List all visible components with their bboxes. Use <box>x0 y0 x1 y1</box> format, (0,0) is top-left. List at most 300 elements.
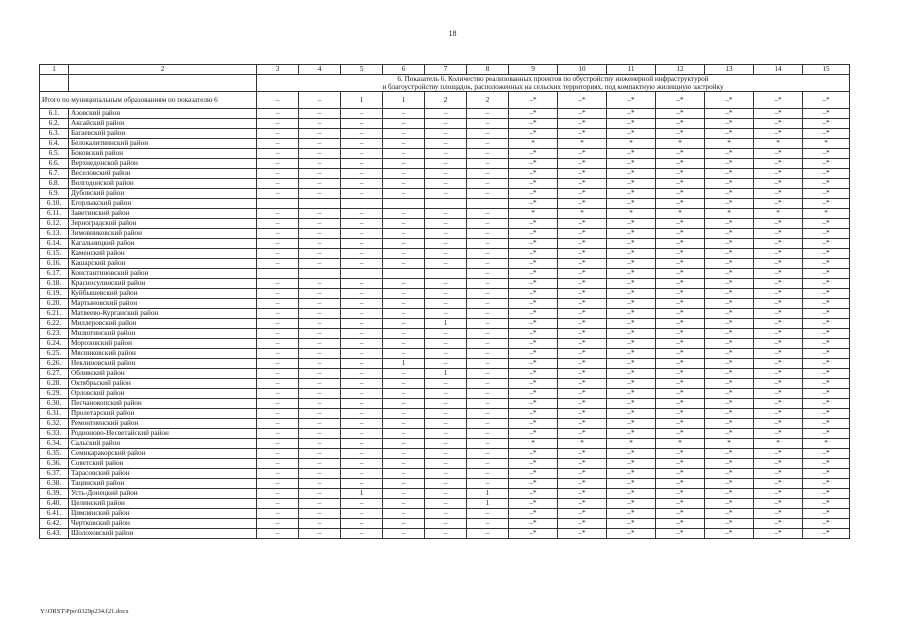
value-cell: – <box>467 439 509 449</box>
value-cell: –* <box>558 509 607 519</box>
value-cell: – <box>425 139 467 149</box>
value-cell: –* <box>656 409 705 419</box>
value-cell: – <box>383 489 425 499</box>
value-cell: –* <box>754 289 803 299</box>
row-number: 6.30. <box>40 399 69 409</box>
value-cell: – <box>467 379 509 389</box>
table-row <box>40 299 850 309</box>
value-cell: – <box>467 129 509 139</box>
value-cell: –* <box>558 179 607 189</box>
value-cell: – <box>257 419 299 429</box>
value-cell: –* <box>607 359 656 369</box>
column-number-cell: 12 <box>656 65 705 75</box>
value-cell: – <box>341 389 383 399</box>
value-cell: –* <box>607 489 656 499</box>
value-cell: – <box>425 479 467 489</box>
value-cell: –* <box>705 449 754 459</box>
value-cell: * <box>509 139 558 149</box>
district-name: Каменский район <box>69 249 257 259</box>
value-cell: –* <box>754 239 803 249</box>
value-cell: –* <box>705 159 754 169</box>
value-cell: – <box>383 459 425 469</box>
value-cell: –* <box>803 109 850 119</box>
value-cell: – <box>467 449 509 459</box>
value-cell: – <box>383 309 425 319</box>
value-cell: –* <box>705 399 754 409</box>
value-cell: –* <box>754 479 803 489</box>
value-cell: – <box>425 419 467 429</box>
value-cell: –* <box>656 339 705 349</box>
value-cell: –* <box>656 399 705 409</box>
value-cell: * <box>607 439 656 449</box>
table-row <box>40 199 850 209</box>
value-cell: – <box>257 429 299 439</box>
value-cell: –* <box>754 149 803 159</box>
value-cell: –* <box>754 429 803 439</box>
value-cell: – <box>257 529 299 539</box>
table-row <box>40 329 850 339</box>
value-cell: – <box>257 159 299 169</box>
value-cell: –* <box>705 409 754 419</box>
value-cell: –* <box>509 199 558 209</box>
table-row <box>40 519 850 529</box>
table-row <box>40 399 850 409</box>
row-number: 6.34. <box>40 439 69 449</box>
table-row <box>40 139 850 149</box>
value-cell: – <box>425 409 467 419</box>
value-cell: –* <box>509 239 558 249</box>
value-cell: – <box>383 369 425 379</box>
value-cell: 1 <box>467 489 509 499</box>
value-cell: –* <box>656 179 705 189</box>
value-cell: – <box>425 209 467 219</box>
value-cell: – <box>341 229 383 239</box>
value-cell: – <box>257 389 299 399</box>
value-cell: – <box>299 509 341 519</box>
value-cell: – <box>467 469 509 479</box>
value-cell: * <box>705 139 754 149</box>
value-cell: – <box>257 249 299 259</box>
value-cell: – <box>425 489 467 499</box>
table-row <box>40 109 850 119</box>
value-cell: – <box>257 129 299 139</box>
district-name: Егорлыкский район <box>69 199 257 209</box>
value-cell: – <box>383 389 425 399</box>
value-cell: – <box>467 149 509 159</box>
indicator-table <box>39 64 850 539</box>
value-cell: – <box>467 189 509 199</box>
value-cell: – <box>257 299 299 309</box>
value-cell: – <box>257 139 299 149</box>
value-cell: – <box>257 149 299 159</box>
value-cell: –* <box>656 499 705 509</box>
value-cell: –* <box>558 479 607 489</box>
value-cell: –* <box>754 219 803 229</box>
value-cell: – <box>425 149 467 159</box>
value-cell: –* <box>656 449 705 459</box>
value-cell: –* <box>705 269 754 279</box>
value-cell: – <box>383 289 425 299</box>
file-path-footer: Y:\ORST\Ppo\0329p234.f21.docx <box>40 608 129 615</box>
value-cell: –* <box>509 299 558 309</box>
value-cell: –* <box>607 389 656 399</box>
district-name: Песчанокопский район <box>69 399 257 409</box>
value-cell: –* <box>558 199 607 209</box>
value-cell: – <box>257 519 299 529</box>
value-cell: –* <box>705 479 754 489</box>
value-cell: –* <box>607 189 656 199</box>
value-cell: – <box>425 239 467 249</box>
value-cell: – <box>467 219 509 229</box>
value-cell: – <box>341 119 383 129</box>
value-cell: –* <box>509 179 558 189</box>
value-cell: – <box>257 479 299 489</box>
table-row <box>40 149 850 159</box>
value-cell: –* <box>754 419 803 429</box>
value-cell: – <box>257 319 299 329</box>
value-cell: – <box>467 279 509 289</box>
value-cell: –* <box>803 459 850 469</box>
value-cell: – <box>467 139 509 149</box>
row-number: 6.3. <box>40 129 69 139</box>
value-cell: –* <box>607 169 656 179</box>
value-cell: –* <box>558 129 607 139</box>
value-cell: – <box>299 319 341 329</box>
value-cell <box>299 199 341 209</box>
table-row <box>40 129 850 139</box>
column-number-cell: 1 <box>40 65 69 75</box>
value-cell: – <box>467 509 509 519</box>
district-name: Пролетарский район <box>69 409 257 419</box>
value-cell: –* <box>754 399 803 409</box>
value-cell: –* <box>607 279 656 289</box>
value-cell: – <box>383 109 425 119</box>
value-cell: –* <box>607 229 656 239</box>
value-cell: –* <box>509 519 558 529</box>
column-number-cell: 7 <box>425 65 467 75</box>
value-cell: –* <box>705 189 754 199</box>
table-row <box>40 219 850 229</box>
value-cell: –* <box>558 449 607 459</box>
value-cell: – <box>341 159 383 169</box>
row-number: 6.38. <box>40 479 69 489</box>
value-cell: –* <box>558 519 607 529</box>
value-cell: –* <box>656 329 705 339</box>
table-row <box>40 419 850 429</box>
value-cell: –* <box>509 489 558 499</box>
district-name: Усть-Донецкий район <box>69 489 257 499</box>
value-cell: –* <box>803 499 850 509</box>
column-number-cell: 9 <box>509 65 558 75</box>
table-row <box>40 279 850 289</box>
value-cell: –* <box>607 459 656 469</box>
value-cell: –* <box>509 509 558 519</box>
table-row <box>40 409 850 419</box>
value-cell: –* <box>803 159 850 169</box>
value-cell: – <box>257 349 299 359</box>
value-cell: –* <box>509 339 558 349</box>
value-cell: – <box>467 259 509 269</box>
value-cell: –* <box>705 489 754 499</box>
value-cell: – <box>383 189 425 199</box>
row-number: 6.26. <box>40 359 69 369</box>
value-cell: –* <box>705 229 754 239</box>
value-cell: – <box>425 429 467 439</box>
value-cell: –* <box>705 379 754 389</box>
value-cell: –* <box>705 149 754 159</box>
value-cell: 1 <box>341 489 383 499</box>
value-cell: – <box>383 219 425 229</box>
value-cell: –* <box>754 299 803 309</box>
district-name: Родионово-Несветайский район <box>69 429 257 439</box>
value-cell: –* <box>705 429 754 439</box>
value-cell: – <box>341 349 383 359</box>
value-cell: * <box>803 139 850 149</box>
value-cell: –* <box>803 269 850 279</box>
value-cell: –* <box>607 379 656 389</box>
value-cell: – <box>257 309 299 319</box>
total-label: Итого по муниципальным образованиям по показателю 6 <box>40 92 257 109</box>
value-cell: – <box>383 249 425 259</box>
district-name: Сальский район <box>69 439 257 449</box>
value-cell: – <box>383 139 425 149</box>
column-number-cell: 11 <box>607 65 656 75</box>
value-cell: – <box>257 489 299 499</box>
value-cell: – <box>467 409 509 419</box>
value-cell: –* <box>705 529 754 539</box>
value-cell: – <box>299 449 341 459</box>
value-cell: – <box>299 129 341 139</box>
value-cell: –* <box>509 109 558 119</box>
table-row <box>40 309 850 319</box>
row-number: 6.16. <box>40 259 69 269</box>
value-cell: – <box>299 369 341 379</box>
district-name: Шолоховский район <box>69 529 257 539</box>
value-cell: –* <box>509 499 558 509</box>
value-cell: –* <box>803 189 850 199</box>
value-cell: –* <box>607 219 656 229</box>
table-row <box>40 319 850 329</box>
value-cell: – <box>467 209 509 219</box>
value-cell: –* <box>558 289 607 299</box>
value-cell: –* <box>509 309 558 319</box>
value-cell: – <box>425 109 467 119</box>
table-row <box>40 449 850 459</box>
value-cell: –* <box>803 119 850 129</box>
row-number: 6.22. <box>40 319 69 329</box>
value-cell: –* <box>705 179 754 189</box>
value-cell: – <box>383 229 425 239</box>
value-cell: * <box>558 139 607 149</box>
value-cell: –* <box>656 289 705 299</box>
value-cell: – <box>299 189 341 199</box>
value-cell: – <box>299 169 341 179</box>
value-cell: * <box>509 209 558 219</box>
row-number: 6.17. <box>40 269 69 279</box>
value-cell: – <box>383 439 425 449</box>
value-cell: – <box>383 499 425 509</box>
table-row <box>40 459 850 469</box>
value-cell: –* <box>607 319 656 329</box>
value-cell: – <box>467 359 509 369</box>
value-cell: – <box>341 149 383 159</box>
value-cell: –* <box>754 489 803 499</box>
value-cell: –* <box>754 359 803 369</box>
district-name: Тарасовский район <box>69 469 257 479</box>
value-cell: –* <box>607 239 656 249</box>
value-cell: – <box>383 529 425 539</box>
value-cell: –* <box>607 269 656 279</box>
row-number: 6.2. <box>40 119 69 129</box>
total-value-cell: –* <box>509 92 558 109</box>
value-cell: –* <box>558 219 607 229</box>
value-cell: – <box>341 309 383 319</box>
value-cell: – <box>425 449 467 459</box>
table-row <box>40 429 850 439</box>
district-name: Азовский район <box>69 109 257 119</box>
row-number: 6.18. <box>40 279 69 289</box>
row-number: 6.31. <box>40 409 69 419</box>
row-number: 6.20. <box>40 299 69 309</box>
value-cell <box>467 199 509 209</box>
value-cell: –* <box>509 259 558 269</box>
row-number: 6.27. <box>40 369 69 379</box>
value-cell: – <box>341 519 383 529</box>
value-cell: – <box>425 439 467 449</box>
value-cell: – <box>299 489 341 499</box>
value-cell: –* <box>803 319 850 329</box>
value-cell: * <box>754 439 803 449</box>
value-cell: –* <box>607 299 656 309</box>
value-cell: – <box>257 449 299 459</box>
value-cell: –* <box>705 499 754 509</box>
value-cell: 1 <box>425 369 467 379</box>
value-cell: – <box>299 469 341 479</box>
row-number: 6.37. <box>40 469 69 479</box>
value-cell: –* <box>656 379 705 389</box>
district-name: Красносулинский район <box>69 279 257 289</box>
value-cell: –* <box>558 459 607 469</box>
value-cell: – <box>425 529 467 539</box>
value-cell <box>425 269 467 279</box>
value-cell: –* <box>656 199 705 209</box>
value-cell: – <box>425 129 467 139</box>
value-cell: –* <box>754 369 803 379</box>
value-cell: –* <box>656 429 705 439</box>
value-cell: –* <box>607 349 656 359</box>
value-cell: – <box>341 279 383 289</box>
row-number: 6.13. <box>40 229 69 239</box>
value-cell: – <box>425 339 467 349</box>
value-cell: –* <box>607 519 656 529</box>
value-cell: –* <box>509 159 558 169</box>
value-cell: – <box>383 419 425 429</box>
column-number-cell: 14 <box>754 65 803 75</box>
value-cell: –* <box>754 519 803 529</box>
value-cell: – <box>467 179 509 189</box>
total-value-cell: –* <box>558 92 607 109</box>
value-cell: – <box>299 119 341 129</box>
value-cell: – <box>299 389 341 399</box>
row-number: 6.32. <box>40 419 69 429</box>
row-number: 6.25. <box>40 349 69 359</box>
district-name: Волгодонской район <box>69 179 257 189</box>
value-cell: – <box>425 519 467 529</box>
value-cell: –* <box>656 239 705 249</box>
value-cell: –* <box>754 109 803 119</box>
value-cell: –* <box>607 259 656 269</box>
value-cell: –* <box>558 529 607 539</box>
value-cell: –* <box>803 179 850 189</box>
value-cell: – <box>383 399 425 409</box>
row-number: 6.7. <box>40 169 69 179</box>
district-name: Чертковский район <box>69 519 257 529</box>
column-number-cell: 3 <box>257 65 299 75</box>
caption-line: и благоустройству площадок, расположенных на сельских территориях, под компактную жилищную застройку <box>382 83 724 91</box>
value-cell: –* <box>705 349 754 359</box>
total-value-cell: – <box>257 92 299 109</box>
value-cell: –* <box>656 159 705 169</box>
total-value-cell: 1 <box>341 92 383 109</box>
value-cell: –* <box>558 389 607 399</box>
value-cell: – <box>341 459 383 469</box>
value-cell: –* <box>803 289 850 299</box>
value-cell: – <box>467 349 509 359</box>
value-cell: – <box>467 289 509 299</box>
value-cell: –* <box>558 309 607 319</box>
table-row <box>40 289 850 299</box>
value-cell: –* <box>607 529 656 539</box>
value-cell: – <box>299 429 341 439</box>
value-cell: –* <box>803 249 850 259</box>
value-cell: – <box>383 509 425 519</box>
district-name: Октябрьский район <box>69 379 257 389</box>
value-cell: –* <box>509 149 558 159</box>
value-cell: – <box>299 439 341 449</box>
district-name: Миллеровский район <box>69 319 257 329</box>
value-cell: –* <box>754 349 803 359</box>
row-number: 6.41. <box>40 509 69 519</box>
value-cell: – <box>383 479 425 489</box>
table-row <box>40 359 850 369</box>
row-number: 6.40. <box>40 499 69 509</box>
table-row <box>40 179 850 189</box>
value-cell: – <box>467 479 509 489</box>
value-cell: – <box>299 279 341 289</box>
value-cell: –* <box>558 489 607 499</box>
district-name: Милютинский район <box>69 329 257 339</box>
district-name: Советский район <box>69 459 257 469</box>
value-cell: – <box>467 429 509 439</box>
value-cell: –* <box>803 259 850 269</box>
value-cell: –* <box>705 109 754 119</box>
value-cell: –* <box>754 319 803 329</box>
value-cell: – <box>299 259 341 269</box>
row-number: 6.9. <box>40 189 69 199</box>
value-cell: –* <box>509 359 558 369</box>
value-cell: * <box>803 209 850 219</box>
value-cell: – <box>257 169 299 179</box>
value-cell: –* <box>558 149 607 159</box>
value-cell: –* <box>754 529 803 539</box>
district-name: Верхнедонской район <box>69 159 257 169</box>
value-cell: * <box>656 139 705 149</box>
value-cell: –* <box>656 119 705 129</box>
value-cell: – <box>257 279 299 289</box>
value-cell: – <box>425 359 467 369</box>
value-cell: – <box>257 379 299 389</box>
value-cell: –* <box>803 149 850 159</box>
